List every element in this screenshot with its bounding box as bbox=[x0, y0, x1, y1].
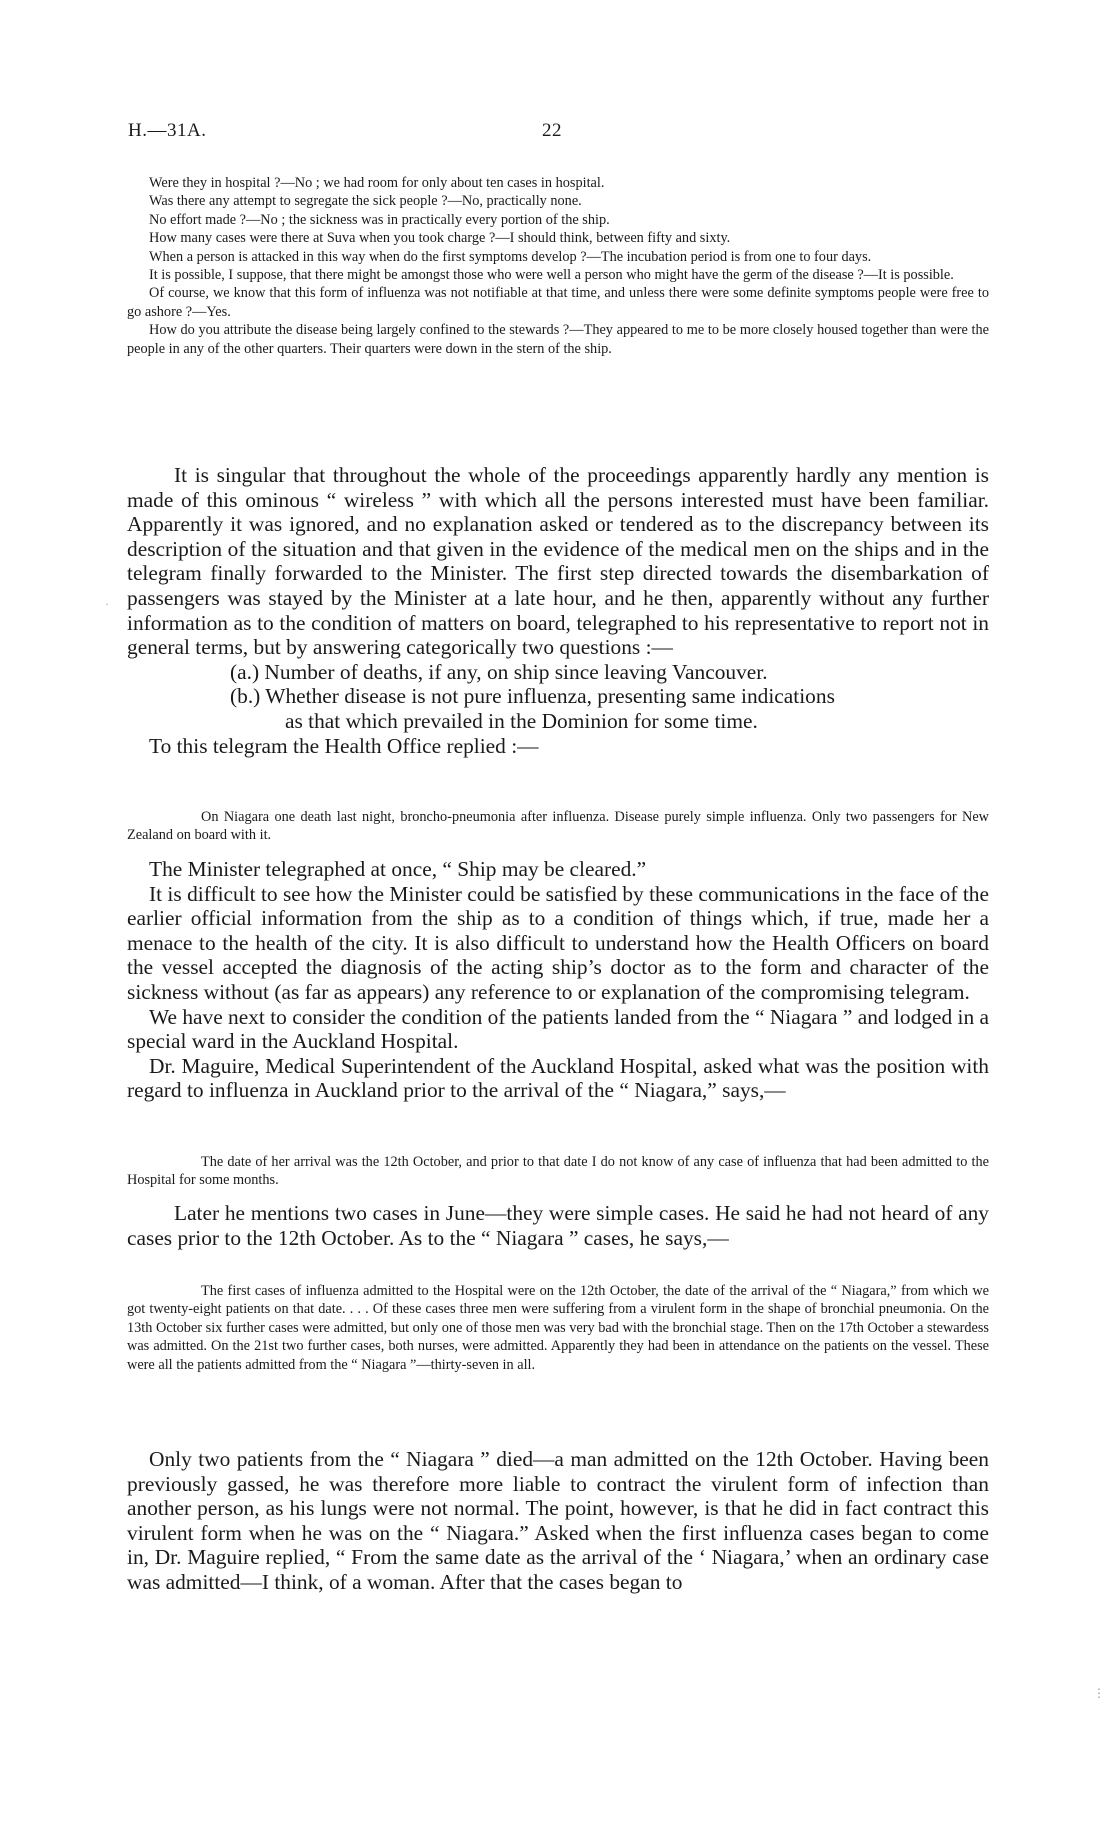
evidence-line: Of course, we know that this form of influenza was not notifiable at that time, and unless there were some definite symptoms people were free to go ashore ?—Yes. bbox=[127, 285, 989, 320]
evidence-line: It is possible, I suppose, that there might be amongst those who were well a person who might have the germ of the disease ?—It is possible. bbox=[149, 267, 954, 284]
paragraph: Only two patients from the “ Niagara ” died—a man admitted on the 12th October. Having been previously gassed, he was therefore more liable to contract the virulent form of infection than another person, as his lungs were not normal. The point, however, is that he did in fact contract this virulent form when he was on the “ Niagara.” Asked when the first influenza cases began to come in, Dr. Maguire replied, “ From the same date as the arrival of the ‘ Niagara,’ when an ordinary case was admitted—I think, of a woman. After that the cases began to bbox=[127, 1447, 989, 1594]
body-section-1 bbox=[127, 463, 989, 758]
paragraph: It is difficult to see how the Minister could be satisfied by these communications in the face of the earlier official information from the ship as to a condition of things which, if true, made her a menace to the health of the city. It is also difficult to understand how the Health Officers on board the vessel accepted the diagnosis of the acting ship’s doctor as to the form and character of the sickness without (as far as appears) any reference to or explanation of the compromising telegram. bbox=[127, 881, 989, 1004]
page-number: 22 bbox=[542, 120, 562, 141]
paragraph: Dr. Maguire, Medical Superintendent of the Auckland Hospital, asked what was the position with regard to influenza in Auckland prior to the arrival of the “ Niagara,” says,— bbox=[127, 1053, 989, 1103]
question-item-b bbox=[127, 684, 989, 733]
page-header bbox=[128, 120, 988, 146]
paragraph: It is singular that throughout the whole of the proceedings apparently hardly any mention is made of this ominous “ wireless ” with which all the persons interested must have been familiar. Apparently it was ignored, and no explanation asked or tendered as to the discrepancy between its description of the situation and that given in the evidence of the medical men on the ships and in the telegram finally forwarded to the Minister. The first step directed towards the disembarkation of passengers was stayed by the Minister at a late hour, and he then, apparently without any further information as to the condition of matters on board, telegraphed to his representative to report not in general terms, but by answering categorically two questions :— bbox=[127, 463, 989, 660]
body-section-3 bbox=[127, 1201, 989, 1250]
question-item-a: (a.) Number of deaths, if any, on ship since leaving Vancouver. bbox=[230, 659, 768, 684]
evidence-line: How do you attribute the disease being largely confined to the stewards ?—They appeared to me to be more closely housed together than were the people in any of the other quarters. Their quarters were down in the stern of the ship. bbox=[127, 322, 989, 357]
body-section-4 bbox=[127, 1447, 989, 1595]
question-item-b-text: (b.) Whether disease is not pure influenza, presenting same indications bbox=[230, 684, 835, 709]
document-reference: H.—31A. bbox=[128, 120, 207, 141]
scan-mark: ⋮ bbox=[1093, 1686, 1105, 1700]
body-section-2 bbox=[127, 857, 989, 1103]
evidence-line: Were they in hospital ?—No ; we had room for only about ten cases in hospital. bbox=[149, 175, 605, 191]
paragraph: The Minister telegraphed at once, “ Ship may be cleared.” bbox=[149, 857, 647, 881]
telegram-text: On Niagara one death last night, broncho-pneumonia after influenza. Disease purely simple influenza. Only two passengers for New Zealand on board with it. bbox=[127, 809, 989, 844]
evidence-line: How many cases were there at Suva when you took charge ?—I should think, between fifty and sixty. bbox=[149, 230, 731, 247]
maguire-quote-2 bbox=[127, 1282, 989, 1374]
evidence-block bbox=[127, 174, 989, 358]
paragraph: To this telegram the Health Office replied :— bbox=[149, 733, 539, 758]
evidence-line: When a person is attacked in this way when do the first symptoms develop ?—The incubation period is from one to four days. bbox=[149, 248, 872, 265]
paragraph: Later he mentions two cases in June—they were simple cases. He said he had not heard of any cases prior to the 12th October. As to the “ Niagara ” cases, he says,— bbox=[127, 1201, 989, 1250]
maguire-quote-1 bbox=[127, 1153, 989, 1190]
quote-text: The first cases of influenza admitted to the Hospital were on the 12th October, the date of the arrival of the “ Niagara,” from which we got twenty-eight patients on that date. . . . Of these cases three men were suffering from a virulent form in the shape of bronchial pneumonia. On the 13th October six further cases were admitted, but only one of those men was very bad with the bronchial stage. Then on the 17th October a stewardess was admitted. On the 21st two further cases, both nurses, were admitted. Apparently they had been in attendance on the patients on the vessel. These were all the patients admitted from the “ Niagara ”—thirty-seven in all. bbox=[127, 1283, 989, 1373]
evidence-line: No effort made ?—No ; the sickness was in practically every portion of the ship. bbox=[149, 211, 610, 228]
telegram-quote bbox=[127, 808, 989, 845]
paragraph: We have next to consider the condition of the patients landed from the “ Niagara ” and lodged in a special ward in the Auckland Hospital. bbox=[127, 1004, 989, 1054]
question-item-b-continuation: as that which prevailed in the Dominion for some time. bbox=[285, 708, 758, 733]
evidence-line: Was there any attempt to segregate the sick people ?—No, practically none. bbox=[149, 193, 582, 210]
scan-mark: · bbox=[105, 597, 109, 611]
quote-text: The date of her arrival was the 12th October, and prior to that date I do not know of any case of influenza that had been admitted to the Hospital for some months. bbox=[127, 1154, 989, 1189]
